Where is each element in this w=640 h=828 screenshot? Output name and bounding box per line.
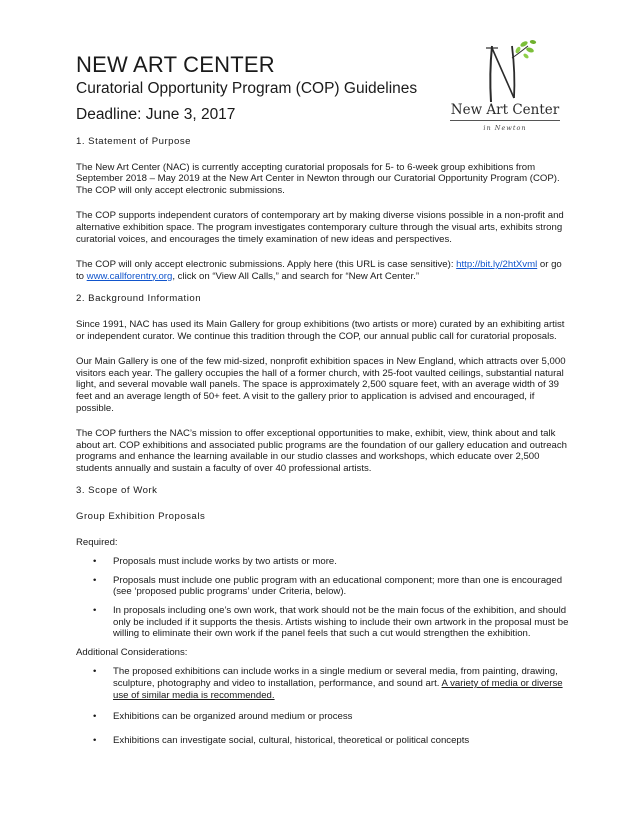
paragraph-text: or go to — [76, 259, 562, 282]
section-heading: 2. Background Information — [76, 293, 202, 305]
additional-list — [76, 666, 570, 746]
apply-link[interactable]: http://bit.ly/2htXvml — [456, 259, 538, 271]
required-list — [76, 556, 570, 640]
page-title: NEW ART CENTER — [76, 52, 275, 77]
callforentry-link[interactable]: www.callforentry.org — [86, 270, 173, 282]
list-item: • Exhibitions can be organized around medium or process — [113, 711, 570, 723]
paragraph: The New Art Center (NAC) is currently accepting curatorial proposals for 5- to 6-week group exhibitions from September 2018 – May 2019 at the New Art Center in Newton through our Curatorial Opportunity Program (COP). The COP will only accept electronic submissions. — [76, 161, 560, 196]
subsection-heading: Group Exhibition Proposals — [76, 511, 206, 523]
list-item: • Proposals must include one public program with an educational component; more than one is encouraged (see ‘proposed public programs’ under Criteria, below). — [113, 575, 570, 598]
list-item-emphasis: A variety of media or diverse use of similar media is recommended. — [113, 678, 563, 701]
deadline: Deadline: June 3, 2017 — [76, 106, 236, 123]
list-item: • Proposals must include works by two artists or more. — [113, 556, 570, 568]
paragraph: The COP supports independent curators of contemporary art by making diverse visions possible in a non-profit and alternative exhibition space. The program investigates contemporary culture through the visual arts, exhibits strong curatorial voices, and encourages the timely examination of new ideas and perspectives. — [76, 210, 564, 245]
paragraph-text: The COP will only accept electronic submissions. Apply here (this URL is case sensitive): — [76, 259, 457, 271]
list-item-text: The proposed exhibitions can include works in a single medium or several media, from painting, drawing, sculpture, photography and video to installation, performance, and sound art. — [113, 666, 558, 689]
paragraph-text: , click on “View All Calls,” and search for “New Art Center.” — [172, 270, 420, 282]
list-item: • Exhibitions can investigate social, cultural, historical, theoretical or political concepts — [113, 735, 570, 747]
paragraph: Our Main Gallery is one of the few mid-sized, nonprofit exhibition spaces in New England, which attracts over 5,000 visitors each year. The gallery occupies the hall of a former church, with 25-foot vaulted ceilings, substantial natural light, and several movable wall panels. The space is approximately 2,500 square feet, with an average width of 39 feet and an average length of 50+ feet. A visit to the gallery prior to application is advised and encouraged, if possible. — [76, 356, 566, 414]
logo-wordmark: New Art Center — [450, 102, 560, 118]
page-subtitle: Curatorial Opportunity Program (COP) Guidelines — [76, 80, 418, 97]
list-label: Additional Considerations: — [76, 646, 188, 658]
paragraph — [76, 259, 570, 282]
new-art-center-logo-icon — [440, 36, 568, 136]
logo-subtitle: in Newton — [483, 124, 527, 132]
logo-divider — [450, 120, 560, 121]
paragraph: Since 1991, NAC has used its Main Gallery for group exhibitions (two artists or more) curated by an exhibiting artist or independent curator. We continue this tradition through the COP, our annual public call for curatorial proposals. — [76, 318, 565, 342]
document-body — [76, 136, 570, 753]
list-item: • In proposals including one’s own work, that work should not be the main focus of the exhibition, and should only be included if it supports the thesis. Artists wishing to include their own artwork in the proposal must be willing to eliminate their own work if the panel feels that such a cut would strengthen the exhibition. — [113, 605, 570, 640]
list-label: Required: — [76, 536, 118, 548]
section-heading: 3. Scope of Work — [76, 485, 158, 497]
section-heading: 1. Statement of Purpose — [76, 136, 191, 147]
list-item — [113, 666, 570, 701]
paragraph: The COP furthers the NAC’s mission to offer exceptional opportunities to make, exhibit, view, think about and talk about art. COP exhibitions and associated public programs are the foundation of our gallery education and outreach programs and enhance the learning available in our studio classes and workshops, which educate over 2,500 students annually and sustain a faculty of over 40 professional artists. — [76, 428, 568, 474]
